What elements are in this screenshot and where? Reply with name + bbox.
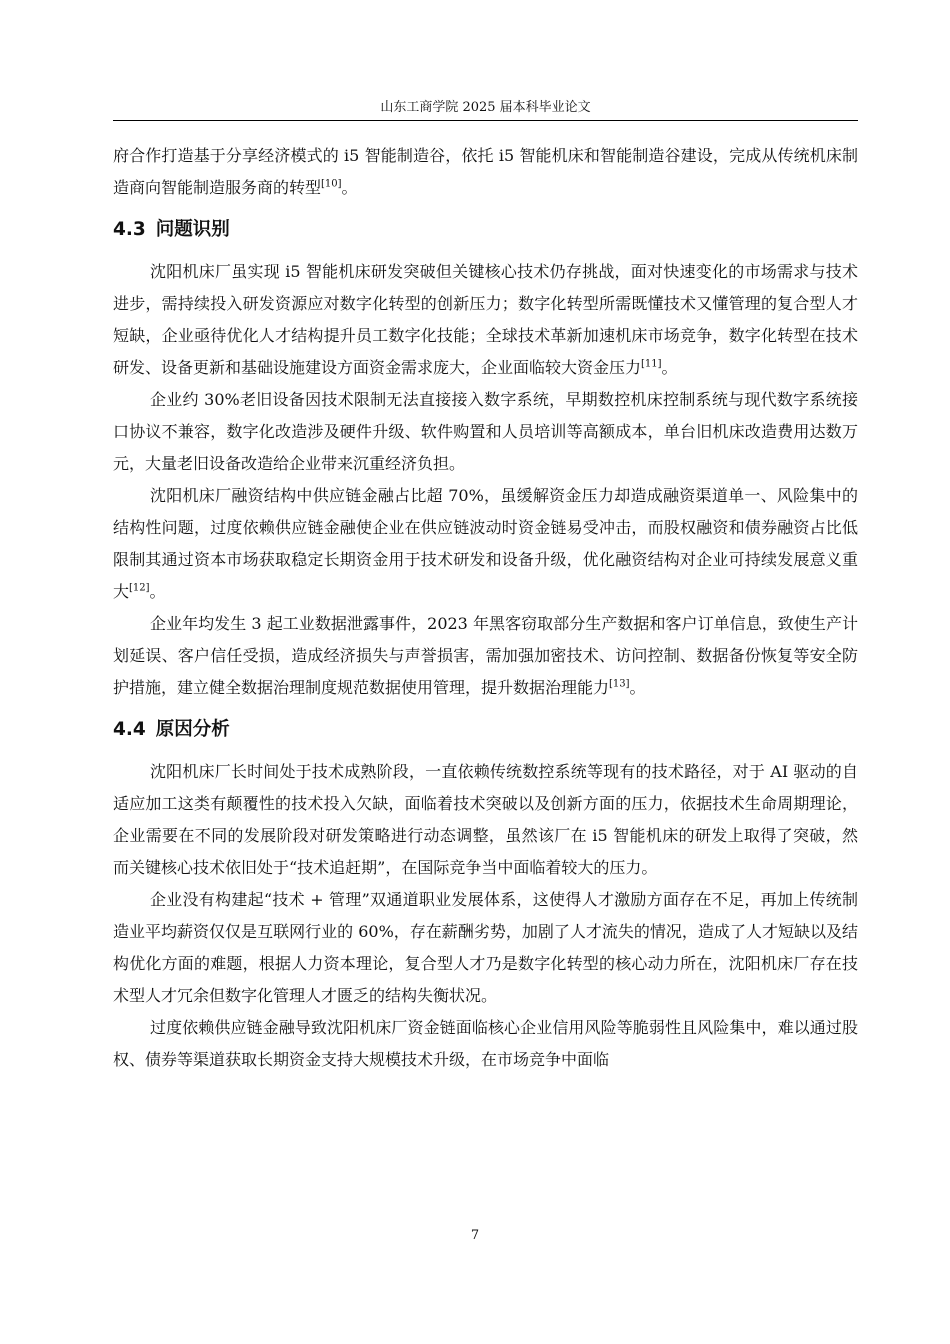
paragraph: 沈阳机床厂虽实现 i5 智能机床研发突破但关键核心技术仍存挑战，面对快速变化的市场需求与技术进步，需持续投入研发资源应对数字化转型的创新压力；数字化转型所需既懂技术又懂管理的复合型人才短缺，企业亟待优化人才结构提升员工数字化技能；全球技术革新加速机床市场竞争，数字化转型在技术研发、设备更新和基础设施建设方面资金需求庞大，企业面临较大资金压力[11]。 <box>113 262 858 377</box>
page-number: 7 <box>470 1228 480 1243</box>
paragraph: 沈阳机床厂长时间处于技术成熟阶段，一直依赖传统数控系统等现有的技术路径，对于 AI 驱动的自适应加工这类有颠覆性的技术投入欠缺，面临着技术突破以及创新方面的压力，依据技术生命周期理论，企业需要在不同的发展阶段对研发策略进行动态调整，虽然该厂在 i5 智能机床的研发上取得了突破，然而关键核心技术依旧处于“技术追赶期”，在国际竞争当中面临着较大的压力。 <box>113 762 858 877</box>
citation-ref: [13] <box>609 678 630 690</box>
running-header-title: 山东工商学院 2025 届本科毕业论文 <box>380 100 591 115</box>
running-header <box>113 98 858 121</box>
citation-ref: [11] <box>641 358 662 370</box>
paragraph: 沈阳机床厂融资结构中供应链金融占比超 70%，虽缓解资金压力却造成融资渠道单一、风险集中的结构性问题，过度依赖供应链金融使企业在供应链波动时资金链易受冲击，而股权融资和债券融资占比低限制其通过资本市场获取稳定长期资金用于技术研发和设备升级，优化融资结构对企业可持续发展意义重大[12]。 <box>113 486 858 601</box>
paragraph: 企业约 30%老旧设备因技术限制无法直接接入数字系统，早期数控机床控制系统与现代数字系统接口协议不兼容，数字化改造涉及硬件升级、软件购置和人员培训等高额成本，单台旧机床改造费用达数万元，大量老旧设备改造给企业带来沉重经济负担。 <box>113 390 858 473</box>
section-number: 4.4 <box>113 719 146 740</box>
section-heading-4-3 <box>113 210 858 250</box>
section-title: 原因分析 <box>155 719 230 740</box>
citation-ref: [10] <box>321 178 342 190</box>
section-number: 4.3 <box>113 219 146 240</box>
paragraph: 企业年均发生 3 起工业数据泄露事件，2023 年黑客窃取部分生产数据和客户订单信息，致使生产计划延误、客户信任受损，造成经济损失与声誉损害，需加强加密技术、访问控制、数据备份恢复等安全防护措施，建立健全数据治理制度规范数据使用管理，提升数据治理能力[13]。 <box>113 614 858 697</box>
section-title: 问题识别 <box>155 219 230 240</box>
paragraph: 过度依赖供应链金融导致沈阳机床厂资金链面临核心企业信用风险等脆弱性且风险集中，难以通过股权、债券等渠道获取长期资金支持大规模技术升级，在市场竞争中面临 <box>113 1018 858 1069</box>
paragraph: 府合作打造基于分享经济模式的 i5 智能制造谷，依托 i5 智能机床和智能制造谷建设，完成从传统机床制造商向智能制造服务商的转型[10]。 <box>113 146 858 197</box>
citation-ref: [12] <box>129 582 150 594</box>
page-body <box>113 140 858 1076</box>
paragraph: 企业没有构建起“技术 + 管理”双通道职业发展体系，这使得人才激励方面存在不足，再加上传统制造业平均薪资仅仅是互联网行业的 60%，存在薪酬劣势，加剧了人才流失的情况，造成了人才短缺以及结构优化方面的难题，根据人力资本理论，复合型人才乃是数字化转型的核心动力所在，沈阳机床厂存在技术型人才冗余但数字化管理人才匮乏的结构失衡状况。 <box>113 890 858 1005</box>
section-heading-4-4 <box>113 710 858 750</box>
